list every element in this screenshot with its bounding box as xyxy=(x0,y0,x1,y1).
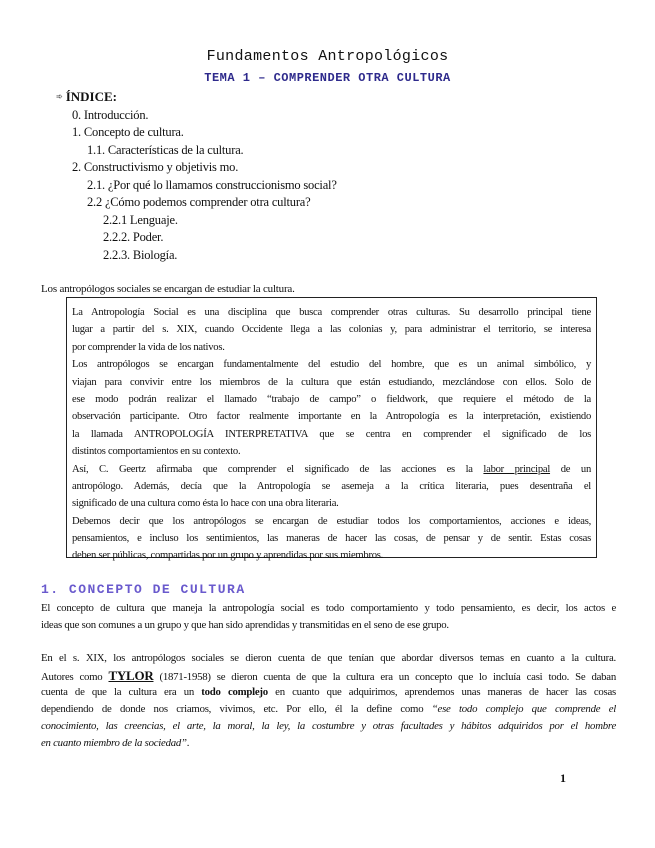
text-segment: deben ser públicas, compartidas por un grupo y aprendidas por sus miembros. xyxy=(72,550,384,562)
text-line xyxy=(72,530,591,547)
text-segment: significado de una cultura como ésta lo hace con una obra literaria. xyxy=(72,498,339,510)
text-segment: . xyxy=(186,737,190,749)
index-item: 1. Concepto de cultura. xyxy=(72,125,184,139)
index-item: 2.1. ¿Por qué lo llamamos construccionismo social? xyxy=(87,178,337,192)
text-line xyxy=(72,356,591,373)
text-line xyxy=(72,478,591,495)
text-line xyxy=(72,547,591,564)
text-line xyxy=(72,339,591,356)
text-line xyxy=(41,667,616,684)
emphasis-text: todo complejo xyxy=(201,686,268,698)
text-segment: El concepto de cultura que maneja la antropología social es todo comportamiento y todo pensamiento, es decir, los actos e xyxy=(41,602,616,614)
text-segment: antropólogo. Además, decía que la Antropología se asemeja a la crítica literaria, pues desentraña el xyxy=(72,480,591,492)
index-item: 2. Constructivismo y objetivis mo. xyxy=(72,160,239,174)
text-segment: (1871-1958) se dieron cuenta de que la cultura era un concepto que lo incluía casi todo. Se daban xyxy=(153,671,616,683)
summary-box-text xyxy=(72,304,591,565)
page-number: 1 xyxy=(560,771,566,785)
emphasis-text: en cuanto miembro de la sociedad” xyxy=(41,737,187,749)
text-line xyxy=(72,374,591,391)
text-segment: ese modo podrán realizar el llamado “trabajo de campo” o fieldwork, que requiere el método de la xyxy=(72,393,591,405)
arrow-right-icon: ➾ xyxy=(56,92,63,101)
emphasis-text: “ese todo complejo que comprende el xyxy=(431,703,617,715)
index-item: 2.2.3. Biología. xyxy=(103,248,178,262)
text-segment: dependiendo de donde nos criamos, vivimos, etc. Por ello, él la define como xyxy=(41,703,432,715)
document-subtitle: TEMA 1 – COMPRENDER OTRA CULTURA xyxy=(204,71,451,85)
text-segment: Autores como xyxy=(41,671,109,683)
text-segment: En el s. XIX, los antropólogos sociales se dieron cuenta de que tenían que abordar diversos temas en cuanto a la cultura. xyxy=(41,652,616,664)
index-item: 2.2 ¿Cómo podemos comprender otra cultura? xyxy=(87,195,311,209)
text-line xyxy=(72,461,591,478)
text-segment: pensamientos, e incluso los sentimientos, las maneras de hacer las cosas, de pensar y de sentir. Estas cosas xyxy=(72,533,591,545)
document-title: Fundamentos Antropológicos xyxy=(206,48,449,65)
text-segment: viajan para convivir entre los miembros de la cultura que están estudiando, mezclándose con ellos. Solo de xyxy=(72,376,591,388)
text-segment: ideas que son comunes a un grupo y que han sido aprendidas y transmitidas en el seno de ese grupo. xyxy=(41,619,449,631)
text-segment: Así, C. Geertz afirmaba que comprender el significado de las acciones es la xyxy=(72,463,484,475)
index-item: 2.2.1 Lenguaje. xyxy=(103,213,178,227)
section-body xyxy=(41,600,616,752)
text-line xyxy=(41,735,616,752)
text-line xyxy=(41,617,616,634)
summary-box xyxy=(66,297,597,562)
text-line xyxy=(72,443,591,460)
text-line xyxy=(72,321,591,338)
emphasis-text: labor principal xyxy=(483,463,551,475)
paragraph-gap xyxy=(41,634,616,650)
text-line xyxy=(72,495,591,512)
emphasis-text: conocimiento, las creencias, el arte, la moral, la ley, la costumbre y otras facultades y hábitos adquiridos por el hombre xyxy=(41,720,616,732)
index-item: 2.2.2. Poder. xyxy=(103,230,164,244)
text-line xyxy=(72,513,591,530)
text-line xyxy=(72,408,591,425)
section-heading: 1. CONCEPTO DE CULTURA xyxy=(41,582,246,597)
index-item: 1.1. Características de la cultura. xyxy=(87,143,244,157)
text-line xyxy=(41,701,616,718)
text-line xyxy=(41,650,616,667)
intro-text: Los antropólogos sociales se encargan de estudiar la cultura. xyxy=(41,283,295,295)
text-line xyxy=(41,684,616,701)
text-segment: La Antropología Social es una disciplina que busca comprender otras culturas. Su desarrollo principal tiene xyxy=(72,307,591,318)
index-heading-label: ÍNDICE: xyxy=(65,89,117,104)
index-item: 0. Introducción. xyxy=(72,108,149,122)
text-line xyxy=(72,426,591,443)
text-line xyxy=(41,718,616,735)
text-line xyxy=(72,304,591,321)
author-name: TYLOR xyxy=(108,668,154,683)
text-line xyxy=(41,600,616,617)
text-segment: Los antropólogos se encargan fundamentalmente del estudio del hombre, que es un animal simbólico, y xyxy=(72,359,591,371)
text-segment: cuenta de que la cultura era un xyxy=(41,686,202,698)
text-segment: la llamada ANTROPOLOGÍA INTERPRETATIVA que se centra en comprender el significado de los xyxy=(72,428,591,440)
text-segment: lugar a partir del s. XIX, cuando Occidente llega a las colonias y, para administrar el territorio, se interesa xyxy=(72,324,591,336)
text-segment: Debemos decir que los antropólogos se encargan de estudiar todos los comportamientos, acciones e ideas, xyxy=(72,515,591,527)
text-segment: en cuanto que adquirimos, aprendemos unas maneras de hacer las cosas xyxy=(267,686,616,698)
text-segment: distintos comportamientos en su contexto. xyxy=(72,446,241,458)
text-segment: de un xyxy=(550,463,591,475)
text-segment: por comprender la vida de los nativos. xyxy=(72,341,225,353)
index-heading xyxy=(56,89,117,105)
text-line xyxy=(72,391,591,408)
text-segment: observación participante. Otro factor realmente importante en la Antropología es la interpretación, existiendo xyxy=(72,411,591,423)
